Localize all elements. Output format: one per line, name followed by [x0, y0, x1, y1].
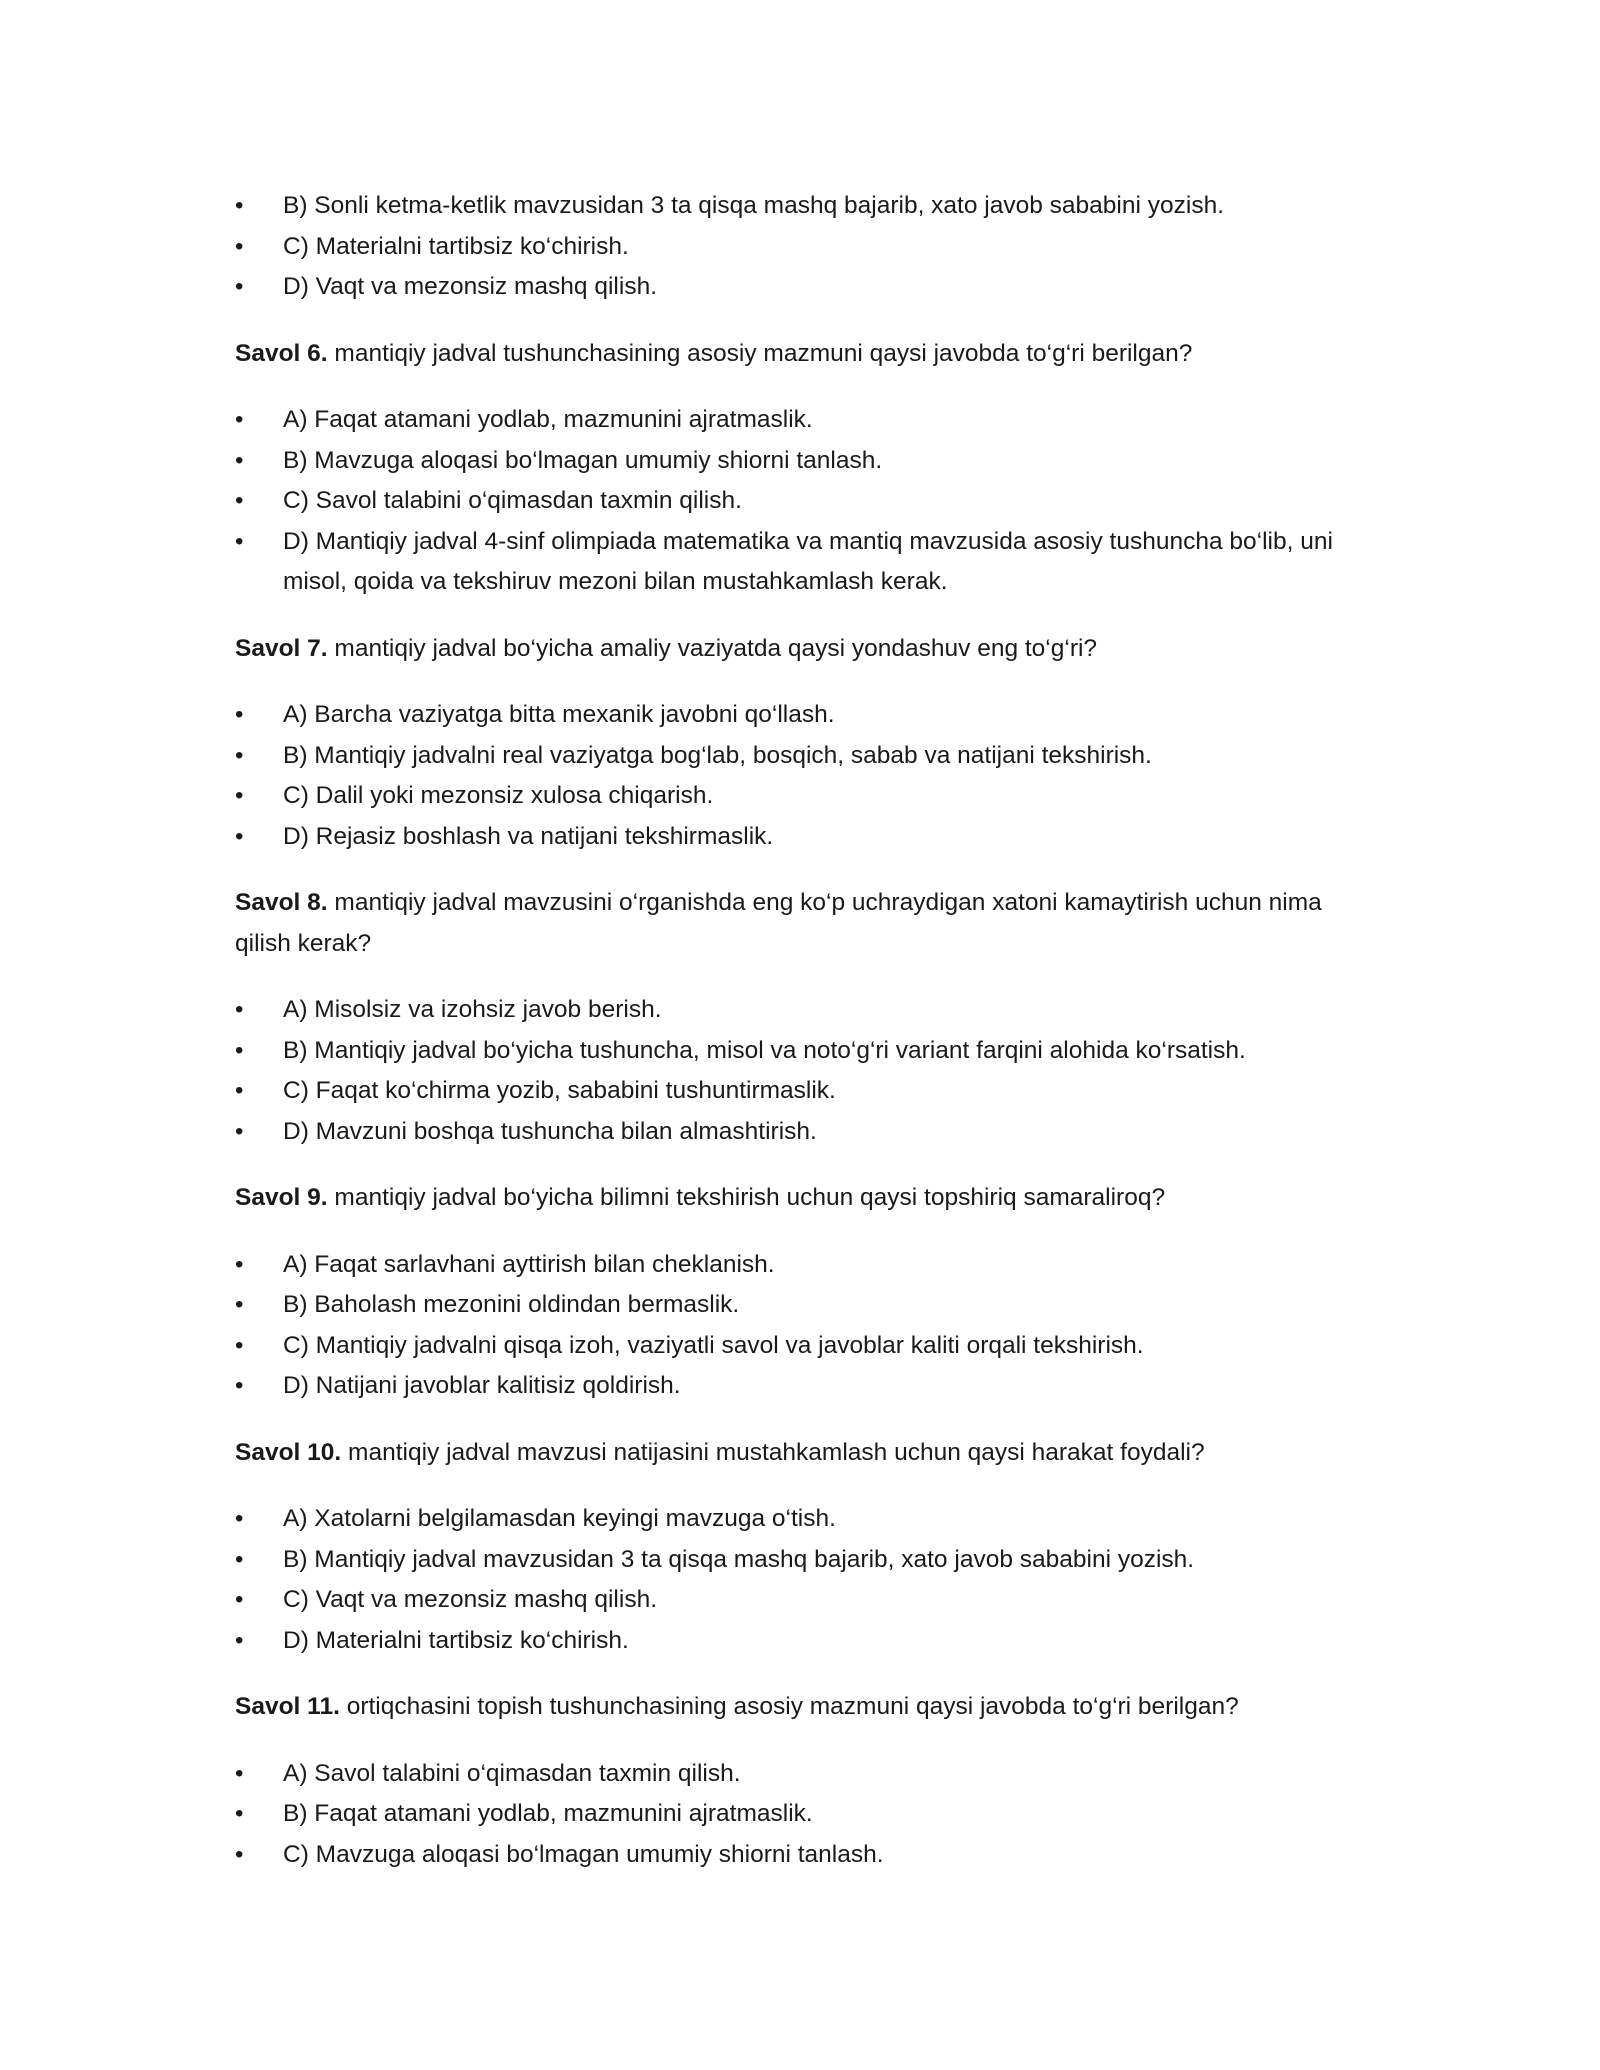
option-list: [235, 1245, 1375, 1407]
question-body: mantiqiy jadval mavzusini o‘rganishda eng ko‘p uchraydigan xatoni kamaytirish uchun nima qilish kerak?: [235, 889, 1322, 957]
bullet-icon: •: [235, 1372, 244, 1399]
bullet-icon: •: [235, 1077, 244, 1104]
answer-option: [235, 481, 1375, 522]
question-text: [235, 883, 1375, 964]
question-body: mantiqiy jadval mavzusi natijasini mustahkamlash uchun qaysi harakat foydali?: [341, 1438, 1205, 1466]
answer-option: [235, 441, 1375, 482]
answer-option-text: A) Faqat atamani yodlab, mazmunini ajratmaslik.: [283, 406, 813, 433]
bullet-icon: •: [235, 782, 244, 809]
question-body: mantiqiy jadval tushunchasining asosiy mazmuni qaysi javobda to‘g‘ri berilgan?: [327, 339, 1193, 367]
answer-option: [235, 695, 1375, 736]
bullet-icon: •: [235, 1840, 244, 1868]
question-label: Savol 11.: [235, 1693, 340, 1720]
answer-option-text: C) Materialni tartibsiz ko‘chirish.: [283, 232, 629, 260]
answer-option-text: B) Mantiqiy jadvalni real vaziyatga bog‘lab, bosqich, sabab va natijani tekshirish.: [283, 741, 1152, 769]
option-list: [235, 1499, 1375, 1661]
answer-option: [235, 776, 1375, 817]
answer-option-text: B) Mantiqiy jadval mavzusidan 3 ta qisqa mashq bajarib, xato javob sababini yozish.: [283, 1545, 1195, 1573]
bullet-icon: •: [235, 1505, 244, 1532]
answer-option: [235, 1112, 1375, 1153]
answer-option: [235, 1754, 1375, 1795]
answer-option-text: A) Savol talabini o‘qimasdan taxmin qilish.: [283, 1759, 741, 1787]
answer-option: [235, 227, 1375, 268]
answer-option-text: D) Natijani javoblar kalitisiz qoldirish.: [283, 1372, 681, 1399]
answer-option: [235, 186, 1375, 227]
answer-option: [235, 1580, 1375, 1621]
bullet-icon: •: [235, 996, 244, 1023]
document-page: [235, 186, 1375, 1875]
bullet-icon: •: [235, 192, 244, 219]
question-block: [235, 883, 1375, 1152]
answer-option: [235, 1540, 1375, 1581]
bullet-icon: •: [235, 406, 244, 433]
answer-option-text: D) Mantiqiy jadval 4-sinf olimpiada matematika va mantiq mavzusida asosiy tushuncha bo‘lib, uni misol, qoida va tekshiruv mezoni bilan mustahkamlash kerak.: [283, 527, 1333, 595]
answer-option: [235, 1794, 1375, 1835]
answer-option-text: D) Materialni tartibsiz ko‘chirish.: [283, 1626, 629, 1654]
question-list: [235, 334, 1375, 1876]
question-text: [235, 1433, 1375, 1474]
answer-option-text: B) Baholash mezonini oldindan bermaslik.: [283, 1291, 740, 1318]
answer-option-text: B) Mavzuga aloqasi bo‘lmagan umumiy shiorni tanlash.: [283, 446, 883, 474]
bullet-icon: •: [235, 232, 244, 260]
answer-option-text: C) Savol talabini o‘qimasdan taxmin qilish.: [283, 487, 742, 514]
answer-option: [235, 400, 1375, 441]
bullet-icon: •: [235, 1250, 244, 1278]
bullet-icon: •: [235, 1117, 244, 1145]
question-text: [235, 629, 1375, 670]
question-block: [235, 1178, 1375, 1407]
question-label: Savol 9.: [235, 1184, 328, 1211]
answer-option-text: D) Vaqt va mezonsiz mashq qilish.: [283, 273, 657, 300]
question-block: [235, 1433, 1375, 1662]
bullet-icon: •: [235, 741, 244, 769]
answer-option-text: C) Faqat ko‘chirma yozib, sababini tushuntirmaslik.: [283, 1077, 836, 1104]
bullet-icon: •: [235, 1036, 244, 1064]
answer-option-text: A) Faqat sarlavhani ayttirish bilan cheklanish.: [283, 1250, 775, 1278]
bullet-icon: •: [235, 701, 244, 728]
option-list: [235, 990, 1375, 1152]
question-body: mantiqiy jadval bo‘yicha bilimni tekshirish uchun qaysi topshiriq samaraliroq?: [327, 1184, 1166, 1211]
answer-option-text: C) Mantiqiy jadvalni qisqa izoh, vaziyatli savol va javoblar kaliti orqali tekshirish.: [283, 1331, 1144, 1359]
answer-option: [235, 1326, 1375, 1367]
answer-option-text: A) Misolsiz va izohsiz javob berish.: [283, 996, 662, 1023]
option-list: [235, 1754, 1375, 1876]
answer-option: [235, 522, 1375, 603]
question-text: [235, 334, 1375, 375]
question-body: ortiqchasini topish tushunchasining asosiy mazmuni qaysi javobda to‘g‘ri berilgan?: [339, 1693, 1239, 1720]
answer-option-text: D) Mavzuni boshqa tushuncha bilan almashtirish.: [283, 1117, 817, 1145]
question-block: [235, 629, 1375, 858]
answer-option: [235, 990, 1375, 1031]
answer-option-text: B) Faqat atamani yodlab, mazmunini ajratmaslik.: [283, 1800, 813, 1827]
bullet-icon: •: [235, 1800, 244, 1827]
question-label: Savol 6.: [235, 339, 328, 367]
option-list: [235, 186, 1375, 308]
answer-option-text: B) Sonli ketma-ketlik mavzusidan 3 ta qisqa mashq bajarib, xato javob sababini yozish.: [283, 192, 1225, 219]
bullet-icon: •: [235, 446, 244, 474]
answer-option: [235, 736, 1375, 777]
answer-option: [235, 817, 1375, 858]
bullet-icon: •: [235, 1626, 244, 1654]
answer-option: [235, 1245, 1375, 1286]
answer-option-text: D) Rejasiz boshlash va natijani tekshirmaslik.: [283, 822, 774, 850]
answer-option-text: B) Mantiqiy jadval bo‘yicha tushuncha, misol va noto‘g‘ri variant farqini alohida ko‘rsatish.: [283, 1036, 1246, 1064]
answer-option: [235, 1366, 1375, 1407]
answer-option-text: C) Dalil yoki mezonsiz xulosa chiqarish.: [283, 782, 714, 809]
answer-option-text: A) Xatolarni belgilamasdan keyingi mavzuga o‘tish.: [283, 1505, 836, 1532]
question-label: Savol 8.: [235, 889, 328, 916]
answer-option: [235, 1285, 1375, 1326]
bullet-icon: •: [235, 1331, 244, 1359]
question-block: [235, 334, 1375, 603]
bullet-icon: •: [235, 1759, 244, 1787]
answer-option-text: A) Barcha vaziyatga bitta mexanik javobni qo‘llash.: [283, 701, 835, 728]
option-list: [235, 695, 1375, 857]
answer-option-text: C) Mavzuga aloqasi bo‘lmagan umumiy shiorni tanlash.: [283, 1840, 884, 1868]
question-text: [235, 1178, 1375, 1219]
question-text: [235, 1687, 1375, 1728]
option-list: [235, 400, 1375, 603]
question-label: Savol 7.: [235, 634, 328, 662]
answer-option: [235, 1621, 1375, 1662]
question-label: Savol 10.: [235, 1438, 342, 1466]
bullet-icon: •: [235, 1545, 244, 1573]
answer-option: [235, 1499, 1375, 1540]
answer-option: [235, 267, 1375, 308]
answer-option-text: C) Vaqt va mezonsiz mashq qilish.: [283, 1586, 657, 1613]
answer-option: [235, 1071, 1375, 1112]
question-body: mantiqiy jadval bo‘yicha amaliy vaziyatda qaysi yondashuv eng to‘g‘ri?: [327, 634, 1098, 662]
bullet-icon: •: [235, 822, 244, 850]
bullet-icon: •: [235, 273, 244, 300]
bullet-icon: •: [235, 1291, 244, 1318]
bullet-icon: •: [235, 527, 244, 555]
bullet-icon: •: [235, 1586, 244, 1613]
answer-option: [235, 1031, 1375, 1072]
question-block: [235, 1687, 1375, 1875]
bullet-icon: •: [235, 487, 244, 514]
answer-option: [235, 1835, 1375, 1876]
